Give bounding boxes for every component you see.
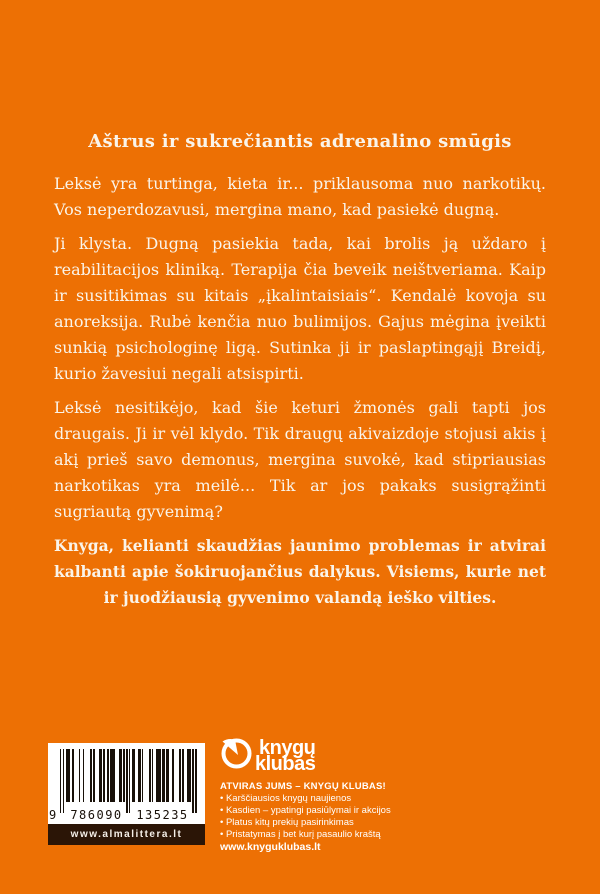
club-bullet-2: • Kasdien – ypatingi pasiūlymai ir akcijos	[220, 805, 391, 816]
almalittera-website-bar	[48, 824, 205, 845]
club-heading: ATVIRAS JUMS – KNYGŲ KLUBAS!	[220, 781, 386, 792]
synopsis-paragraph-1: Leksė yra turtinga, kieta ir... priklausoma nuo narkotikų. Vos neperdozavusi, mergina mano, kad pasiekė dugną.	[54, 174, 546, 219]
isbn-right-group: 135235	[136, 808, 189, 822]
isbn-barcode-block	[48, 743, 205, 845]
knygu-klubas-logo	[220, 737, 435, 775]
publisher-block	[220, 737, 435, 854]
synopsis-paragraph-3: Leksė nesitikėjo, kad šie keturi žmonės gali tapti jos draugais. Ji ir vėl klydo. Tik draugų akivaizdoje stojusi akis į akį prieš savo demonus, mergina suvokė, kad stipriausias narkotikas yra meilė... Tik ar jos pakaks susigrąžinti sugriautą gyvenimą?	[54, 398, 546, 521]
club-bullet-1: • Karščiausios knygų naujienos	[220, 793, 352, 804]
knygu-klubas-wordmark	[255, 737, 316, 775]
club-bullet-4: • Pristatymas į bet kurį pasaulio kraštą	[220, 829, 381, 840]
isbn-left-group: 786090	[70, 808, 123, 822]
isbn-number	[48, 807, 205, 822]
highlight-paragraph: Knyga, kelianti skaudžias jaunimo problemas ir atvirai kalbanti apie šokiruojančius dalykus. Visiems, kurie net ir juodžiausią gyvenimo valandą ieško vilties.	[54, 536, 546, 607]
club-bullet-3: • Platus kitų prekių pasirinkimas	[220, 817, 354, 828]
logo-word-1: knygų	[259, 737, 316, 759]
barcode-bars	[60, 749, 197, 813]
isbn-prefix-digit: 9	[49, 808, 57, 822]
isbn-barcode	[48, 743, 205, 824]
logo-word-2: klubas	[255, 753, 316, 775]
club-website: www.knyguklubas.lt	[220, 841, 321, 853]
synopsis-text-block	[54, 131, 546, 611]
headline: Aštrus ir sukrečiantis adrenalino smūgis	[88, 131, 512, 152]
almalittera-website: www.almalittera.lt	[70, 829, 183, 840]
knygu-klubas-bird-icon	[220, 737, 253, 770]
synopsis-paragraph-2: Ji klysta. Dugną pasiekia tada, kai brolis ją uždaro į reabilitacijos kliniką. Terapija čia beveik neištveriama. Kaip ir susitikimas su kitais „įkalintaisiais“. Kendalė kovoja su anoreksija. Rubė kenčia nuo bulimijos. Gajus mėgina įveikti sunkią psichologinę ligą. Sutinka ji ir paslaptingąjį Breidį, kurio žavesiui negali atsispirti.	[54, 234, 546, 383]
